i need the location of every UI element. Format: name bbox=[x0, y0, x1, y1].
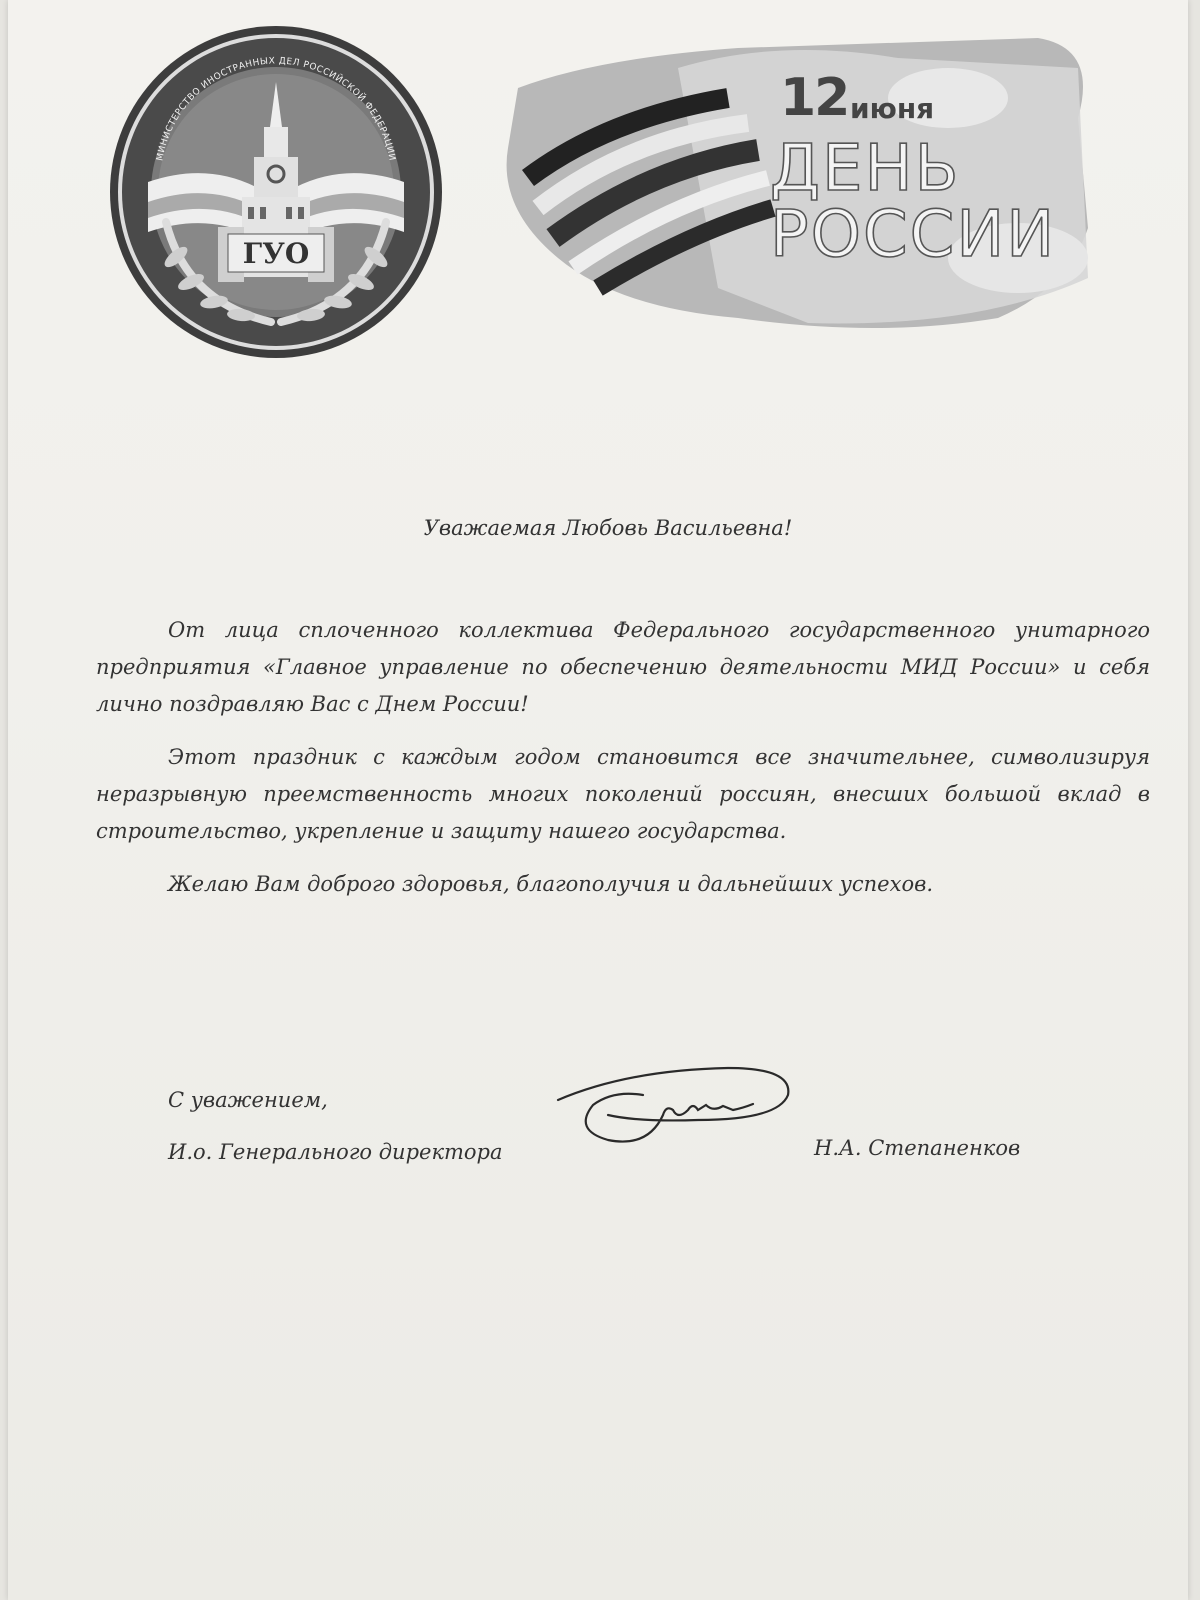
body-paragraph: Этот праздник с каждым годом становится все значительнее, символизируя неразрывную преемственность многих поколений россиян, внесших большой вклад в строительство, укрепление и защиту нашего государства. bbox=[96, 745, 1150, 843]
body-paragraph: Желаю Вам доброго здоровья, благополучия и дальнейших успехов. bbox=[168, 872, 933, 896]
guo-emblem bbox=[106, 22, 446, 362]
banner-title-line2: РОССИИ bbox=[770, 198, 1057, 272]
russia-day-banner bbox=[478, 28, 1118, 348]
signer-position: И.о. Генерального директора bbox=[168, 1140, 503, 1164]
banner-date-month: июня bbox=[850, 92, 935, 125]
banner-date-number: 12 bbox=[780, 68, 849, 128]
banner-title-line1: ДЕНЬ bbox=[770, 132, 961, 206]
handwritten-signature bbox=[548, 1060, 808, 1150]
closing-phrase: С уважением, bbox=[168, 1088, 328, 1112]
letter-page bbox=[8, 0, 1188, 1600]
salutation: Уважаемая Любовь Васильевна! bbox=[423, 516, 793, 540]
svg-text:ГУО: ГУО bbox=[242, 237, 310, 270]
letter-body bbox=[96, 612, 1150, 919]
svg-text:МИНИСТЕРСТВО ИНОСТРАННЫХ ДЕЛ Р: МИНИСТЕРСТВО ИНОСТРАННЫХ ДЕЛ РОССИЙСКОЙ ФЕДЕРАЦИИ bbox=[155, 56, 397, 162]
signer-name: Н.А. Степаненков bbox=[814, 1136, 1021, 1160]
body-paragraph: От лица сплоченного коллектива Федерального государственного унитарного предприятия «Главное управление по обеспечению деятельности МИД России» и себя лично поздравляю Вас с Днем России! bbox=[96, 618, 1150, 716]
